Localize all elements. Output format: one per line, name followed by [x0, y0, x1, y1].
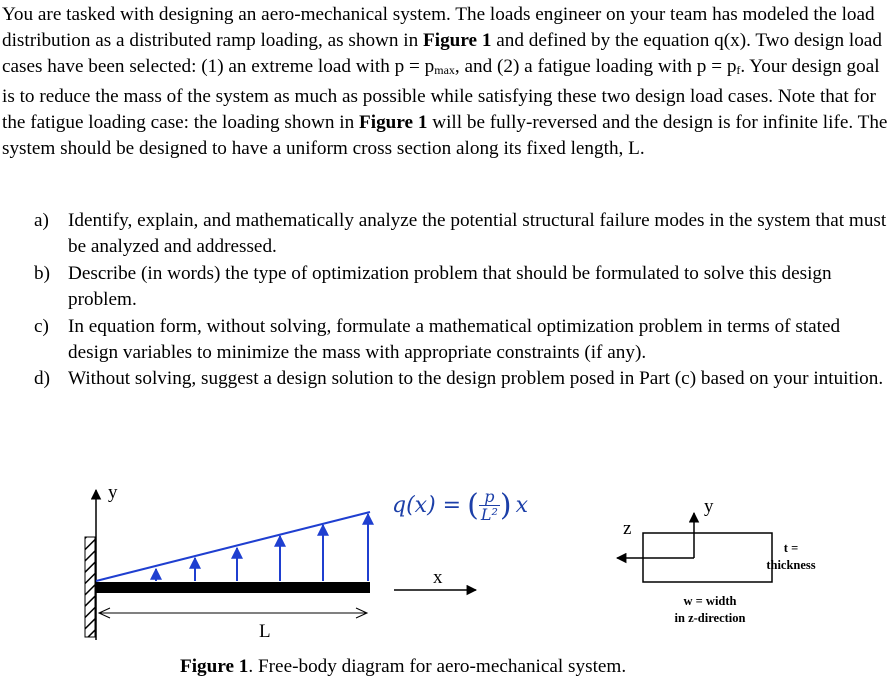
intro-text-2: and defined by the equation q(x). Two design load cases have been selected: (1) an extreme load with p = p [2, 30, 882, 78]
caption-text: . Free-body diagram for aero-mechanical system. [248, 656, 627, 677]
section-y-label: y [704, 496, 714, 517]
question-label: c) [34, 315, 49, 337]
ramp-load-line [96, 512, 370, 581]
equation-fraction [479, 488, 500, 523]
question-label: d) [34, 368, 50, 390]
figure-reference: Figure 1 [359, 111, 428, 133]
question-text: Describe (in words) the type of optimization problem that should be formulated to solve this design problem. [68, 262, 832, 311]
equation-rhs: x [515, 493, 528, 518]
equation-lhs: q(x) = [392, 493, 462, 518]
width-desc: in z-direction [674, 611, 746, 625]
intro-text-1: You are tasked with designing an aero-mechanical system. The loads engineer on your team has modeled the load distribution as a distributed ramp loading, as shown in [2, 4, 875, 52]
subscript-max: max [434, 63, 455, 78]
width-symbol: w = width [683, 594, 737, 608]
section-z-label: z [623, 518, 632, 539]
thickness-symbol: t = [783, 541, 799, 555]
fixed-wall-support [85, 537, 95, 637]
width-label [655, 593, 765, 627]
figure-caption [180, 656, 626, 678]
question-text: Identify, explain, and mathematically analyze the potential structural failure modes in the system that must be analyzed and addressed. [68, 210, 887, 258]
thickness-label [756, 540, 826, 574]
equation-numerator: p [484, 487, 495, 506]
x-axis-label: x [433, 567, 443, 588]
thickness-desc: thickness [766, 558, 816, 572]
equation-denominator: L² [480, 505, 498, 524]
load-equation: q(x) = ( $\frac{p}{\text{L²}}$ ) x [392, 487, 528, 524]
y-axis-label: y [108, 482, 118, 503]
length-label: L [259, 621, 271, 642]
question-label: a) [34, 210, 49, 231]
question-text: In equation form, without solving, formulate a mathematical optimization problem in terms of stated design variables to minimize the mass with appropriate constraints (if any). [68, 315, 841, 364]
caption-label: Figure 1 [180, 656, 249, 677]
subscript-f: f [736, 63, 741, 78]
intro-text-3: , and (2) a fatigue loading with p = p [454, 56, 737, 78]
question-label: b) [34, 262, 50, 284]
question-text: Without solving, suggest a design solution to the design problem posed in Part (c) based on your intuition. [68, 368, 884, 390]
beam [96, 582, 370, 593]
intro-text-5: will be fully-reversed and the design is for infinite life. The system should be designed to have a uniform cross section along its fixed length, L. [2, 111, 888, 160]
figure-reference: Figure 1 [423, 30, 492, 52]
intro-text-4: . Your design goal is to reduce the mass of the system as much as possible while satisfying these two design load cases. Note that for the fatigue loading case: the loading shown in [2, 56, 880, 133]
